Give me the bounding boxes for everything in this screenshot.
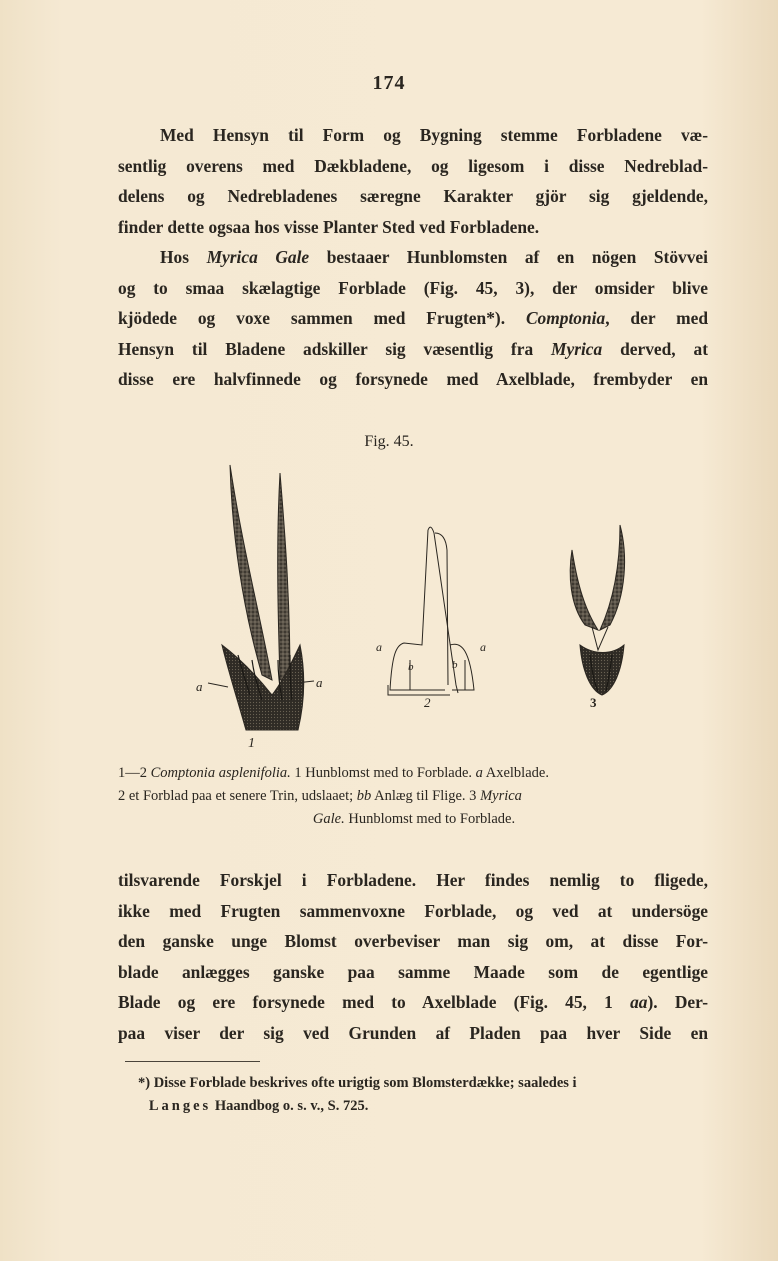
text-segment: , der med [605, 308, 708, 328]
figure-1-drawing [208, 465, 314, 730]
figure-label-b: b [452, 659, 458, 671]
figure-number-3: 3 [590, 695, 597, 710]
text-segment: kjödede og voxe sammen med Frugten*). [118, 308, 526, 328]
text-segment: 2 et Forblad paa et senere Trin, udslaaet; [118, 788, 357, 804]
paragraph-1 [118, 120, 708, 242]
text-segment: Anlæg til Flige. 3 [371, 788, 481, 804]
paragraph-2 [118, 242, 708, 395]
text-segment: bestaaer Hunblomsten af en nögen Stövvei [309, 247, 708, 267]
text-line: ikke med Frugten sammenvoxne Forblade, og ved at undersöge [118, 900, 708, 921]
footnote-divider [125, 1061, 260, 1062]
text-line: delens og Nedrebladenes særegne Karakter gjör sig gjeldende, [118, 186, 708, 206]
text-line [118, 242, 708, 273]
text-line: tilsvarende Forskjel i Forbladene. Her findes nemlig to fligede, [118, 870, 708, 890]
botanical-figure [180, 455, 660, 755]
label-ref: aa [630, 992, 648, 1012]
species-name: Myrica Gale [206, 247, 310, 267]
figure-3-drawing [570, 525, 624, 695]
figure-label-b: b [408, 661, 414, 673]
text-line: og to smaa skælagtige Forblade (Fig. 45, 3), der omsider blive [118, 277, 708, 298]
text-line: den ganske unge Blomst overbeviser man sig om, at disse For- [118, 931, 708, 951]
text-segment: ). Der- [647, 992, 708, 1012]
caption-line [118, 762, 710, 785]
text-segment: 1 Hunblomst med to Forblade. [290, 765, 476, 781]
text-segment: Axelblade. [482, 765, 549, 781]
figure-number-2: 2 [424, 695, 431, 710]
figure-label-a-left: a [196, 679, 203, 694]
figure-label-a: a [376, 640, 382, 654]
author-name: Langes [148, 1098, 212, 1114]
text-segment: 1—2 [118, 765, 151, 781]
text-segment: Hensyn til Bladene adskiller sig væsentlig fra [118, 338, 552, 359]
figure-2-drawing [388, 527, 474, 695]
text-line: sentlig overens med Dækbladene, og ligesom i disse Nedreblad- [118, 155, 708, 176]
caption-line [118, 785, 710, 808]
caption-line [118, 808, 710, 831]
species-name: Comptonia asplenifolia. [150, 765, 291, 781]
text-segment: Haandbog o. s. v., S. 725. [211, 1098, 369, 1114]
paragraph-3 [118, 865, 708, 1048]
label-ref: a [475, 765, 483, 781]
text-line [118, 987, 708, 1018]
text-line: blade anlægges ganske paa samme Maade som de egentlige [118, 961, 708, 982]
text-segment: derved, at [602, 338, 708, 359]
label-ref: bb [356, 788, 372, 804]
genus-name: Myrica [480, 788, 522, 804]
text-line: disse ere halvfinnede og forsynede med Axelblade, frembyder en [118, 369, 708, 389]
text-line: finder dette ogsaa hos visse Planter Sted ved Forbladene. [118, 216, 540, 237]
footnote [138, 1072, 710, 1118]
footnote-line [138, 1095, 710, 1118]
figure-label-a-right: a [316, 675, 323, 690]
figure-label-a: a [480, 640, 486, 654]
species-name: Gale. [312, 811, 345, 827]
genus-name: Myrica [551, 338, 603, 359]
text-line [118, 303, 708, 334]
figure-caption [118, 762, 710, 831]
text-line [118, 334, 708, 365]
footnote-line: *) Disse Forblade beskrives ofte urigtig som Blomsterdække; saaledes i [138, 1075, 577, 1091]
text-segment: Hos [160, 247, 207, 267]
figure-number-1: 1 [248, 736, 255, 751]
text-line: Med Hensyn til Form og Bygning stemme Forbladene væ- [160, 125, 708, 145]
genus-name: Comptonia [525, 308, 606, 328]
figure-title: Fig. 45. [364, 433, 414, 450]
text-line: paa viser der sig ved Grunden af Pladen paa hver Side en [118, 1022, 708, 1043]
text-segment: Blade og ere forsynede med to Axelblade (Fig. 45, 1 [118, 992, 631, 1012]
page-number: 174 [372, 72, 406, 94]
text-segment: Hunblomst med to Forblade. [344, 811, 516, 827]
